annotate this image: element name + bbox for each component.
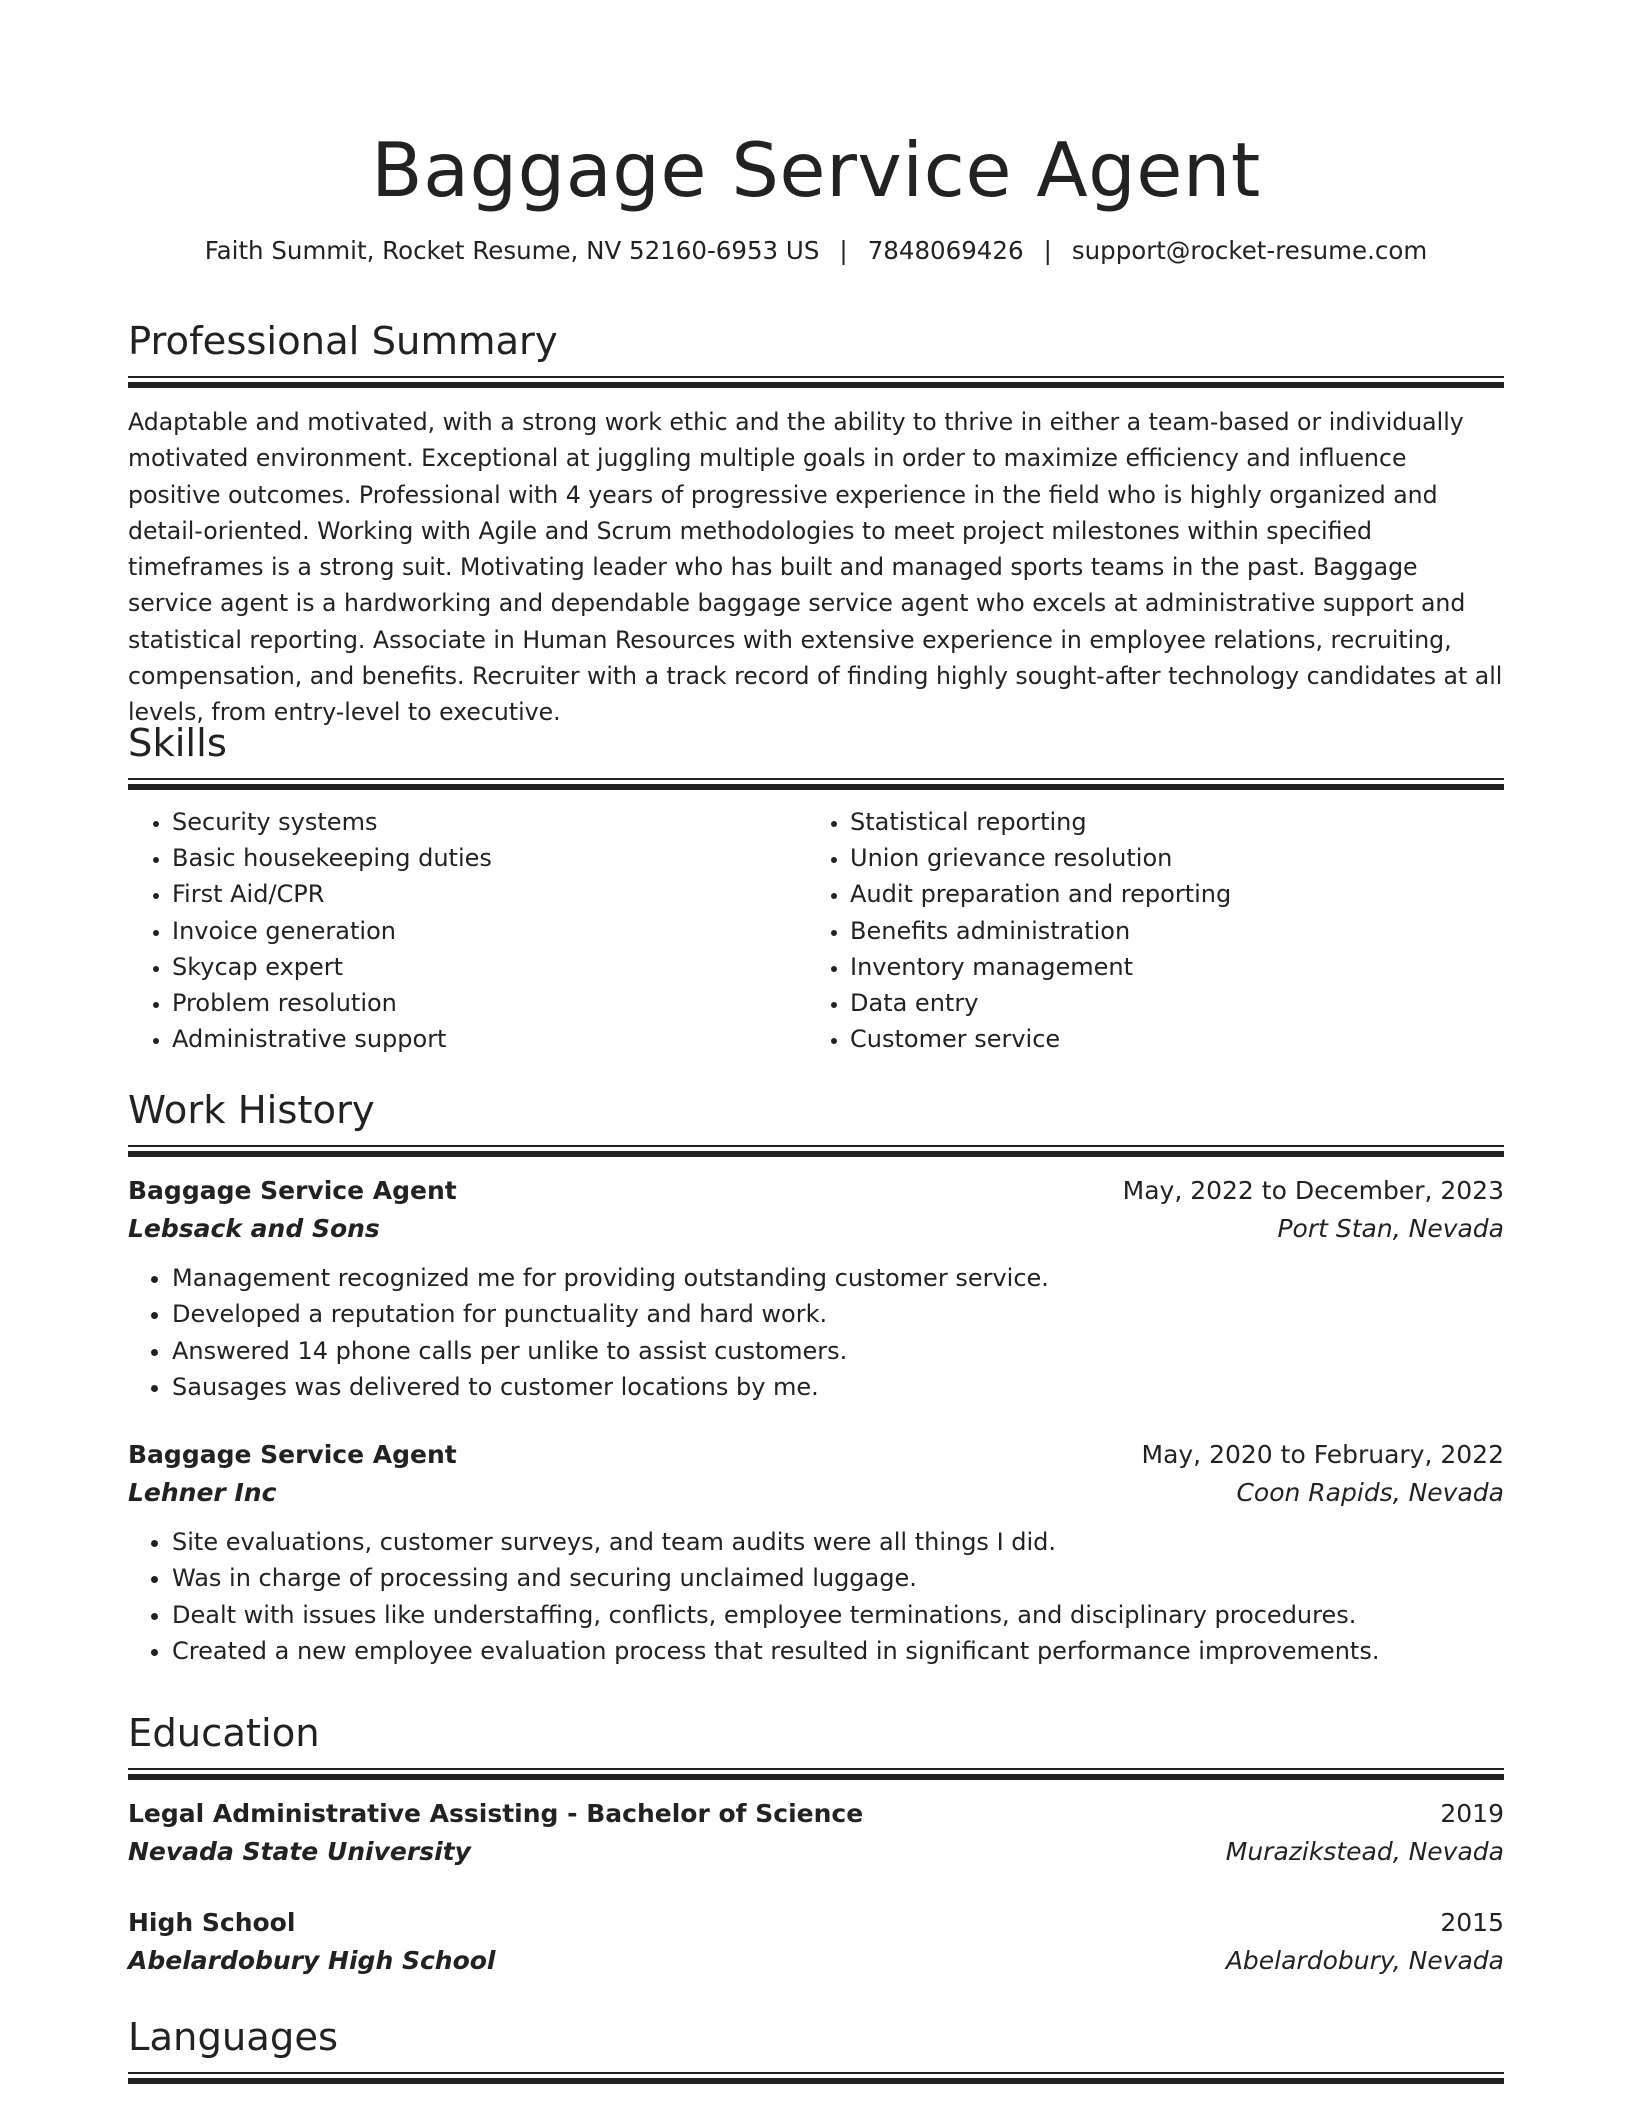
contact-phone: 7848069426 bbox=[867, 236, 1024, 265]
work-history-section bbox=[128, 1087, 1504, 1669]
section-divider bbox=[128, 778, 1504, 790]
section-divider bbox=[128, 376, 1504, 388]
skill-item: • Inventory management bbox=[850, 949, 1484, 985]
education-degree: Legal Administrative Assisting - Bachelor of Science bbox=[128, 1799, 864, 1828]
job-bullet: • Answered 14 phone calls per unlike to assist customers. bbox=[172, 1333, 1504, 1369]
job-title: Baggage Service Agent bbox=[128, 1176, 457, 1205]
education-degree: High School bbox=[128, 1908, 296, 1937]
education-location: Murazikstead, Nevada bbox=[1225, 1837, 1504, 1866]
skill-item: • Security systems bbox=[172, 804, 806, 840]
job-location: Port Stan, Nevada bbox=[1277, 1214, 1504, 1243]
candidate-name: Baggage Service Agent bbox=[371, 126, 1261, 214]
languages-section bbox=[128, 2014, 1504, 2084]
contact-separator: | bbox=[839, 236, 848, 265]
job-company: Lehner Inc bbox=[128, 1478, 277, 1508]
job-entry bbox=[128, 1435, 1504, 1669]
contact-address: Faith Summit, Rocket Resume, NV 52160-6953 US bbox=[204, 236, 820, 265]
job-bullet: • Site evaluations, customer surveys, and team audits were all things I did. bbox=[172, 1524, 1504, 1560]
job-bullet: • Sausages was delivered to customer locations by me. bbox=[172, 1369, 1504, 1405]
skill-item: • Benefits administration bbox=[850, 913, 1484, 949]
skill-item: • Invoice generation bbox=[172, 913, 806, 949]
job-title: Baggage Service Agent bbox=[128, 1440, 457, 1470]
skill-item: • Audit preparation and reporting bbox=[850, 876, 1484, 912]
job-bullet: • Developed a reputation for punctuality and hard work. bbox=[172, 1296, 1504, 1332]
summary-section bbox=[128, 318, 1504, 731]
section-divider bbox=[128, 2072, 1504, 2084]
contact-email: support@rocket-resume.com bbox=[1071, 236, 1428, 265]
job-bullets bbox=[128, 1260, 1504, 1405]
job-bullet: • Management recognized me for providing outstanding customer service. bbox=[172, 1260, 1504, 1296]
education-heading: Education bbox=[128, 1711, 320, 1756]
languages-heading: Languages bbox=[128, 2015, 339, 2060]
job-bullet: • Created a new employee evaluation process that resulted in significant performance improvements. bbox=[172, 1633, 1504, 1669]
job-bullet: • Dealt with issues like understaffing, conflicts, employee terminations, and disciplinary procedures. bbox=[172, 1597, 1504, 1633]
education-section bbox=[128, 1710, 1504, 1980]
resume-page bbox=[128, 0, 1504, 2060]
skill-item: • Data entry bbox=[850, 985, 1484, 1021]
section-divider bbox=[128, 1145, 1504, 1157]
summary-text: Adaptable and motivated, with a strong work ethic and the ability to thrive in either a team-based or individually motivated environment. Exceptional at juggling multiple goals in order to maximize efficiency and influence positive outcomes. Professional with 4 years of progressive experience in the field who is highly organized and detail-oriented. Working with Agile and Scrum methodologies to meet project milestones within specified timeframes is a strong suit. Motivating leader who has built and managed sports teams in the past. Baggage service agent is a hardworking and dependable baggage service agent who excels at administrative support and statistical reporting. Associate in Human Resources with extensive experience in employee relations, recruiting, compensation, and benefits. Recruiter with a track record of finding highly sought-after technology candidates at all levels, from entry-level to executive. bbox=[128, 408, 1503, 727]
skills-heading: Skills bbox=[128, 721, 227, 766]
skill-item: • Problem resolution bbox=[172, 985, 806, 1021]
skill-item: • Basic housekeeping duties bbox=[172, 840, 806, 876]
job-location: Coon Rapids, Nevada bbox=[1236, 1478, 1504, 1508]
education-school: Nevada State University bbox=[128, 1837, 471, 1866]
job-entry bbox=[128, 1171, 1504, 1405]
skill-item: • Administrative support bbox=[172, 1021, 806, 1057]
skills-columns bbox=[128, 804, 1504, 1057]
job-bullet: • Was in charge of processing and securing unclaimed luggage. bbox=[172, 1560, 1504, 1596]
section-divider bbox=[128, 1768, 1504, 1780]
skill-item: • First Aid/CPR bbox=[172, 876, 806, 912]
job-dates: May, 2022 to December, 2023 bbox=[1122, 1176, 1504, 1205]
work-history-heading: Work History bbox=[128, 1088, 375, 1133]
education-year: 2019 bbox=[1440, 1799, 1504, 1828]
skill-item: • Statistical reporting bbox=[850, 804, 1484, 840]
job-bullets bbox=[128, 1524, 1504, 1669]
skill-item: • Union grievance resolution bbox=[850, 840, 1484, 876]
contact-separator: | bbox=[1043, 236, 1052, 265]
job-dates: May, 2020 to February, 2022 bbox=[1141, 1440, 1504, 1470]
skills-list-right bbox=[806, 804, 1484, 1057]
skills-list-left bbox=[128, 804, 806, 1057]
education-entry bbox=[128, 1903, 1504, 1980]
skill-item: • Skycap expert bbox=[172, 949, 806, 985]
skill-item: • Customer service bbox=[850, 1021, 1484, 1057]
job-company: Lebsack and Sons bbox=[128, 1214, 380, 1243]
summary-heading: Professional Summary bbox=[128, 319, 558, 364]
education-school: Abelardobury High School bbox=[128, 1946, 496, 1975]
education-entry bbox=[128, 1794, 1504, 1871]
education-year: 2015 bbox=[1440, 1908, 1504, 1937]
skills-section bbox=[128, 720, 1504, 1057]
contact-line bbox=[128, 234, 1504, 268]
education-location: Abelardobury, Nevada bbox=[1225, 1946, 1504, 1975]
